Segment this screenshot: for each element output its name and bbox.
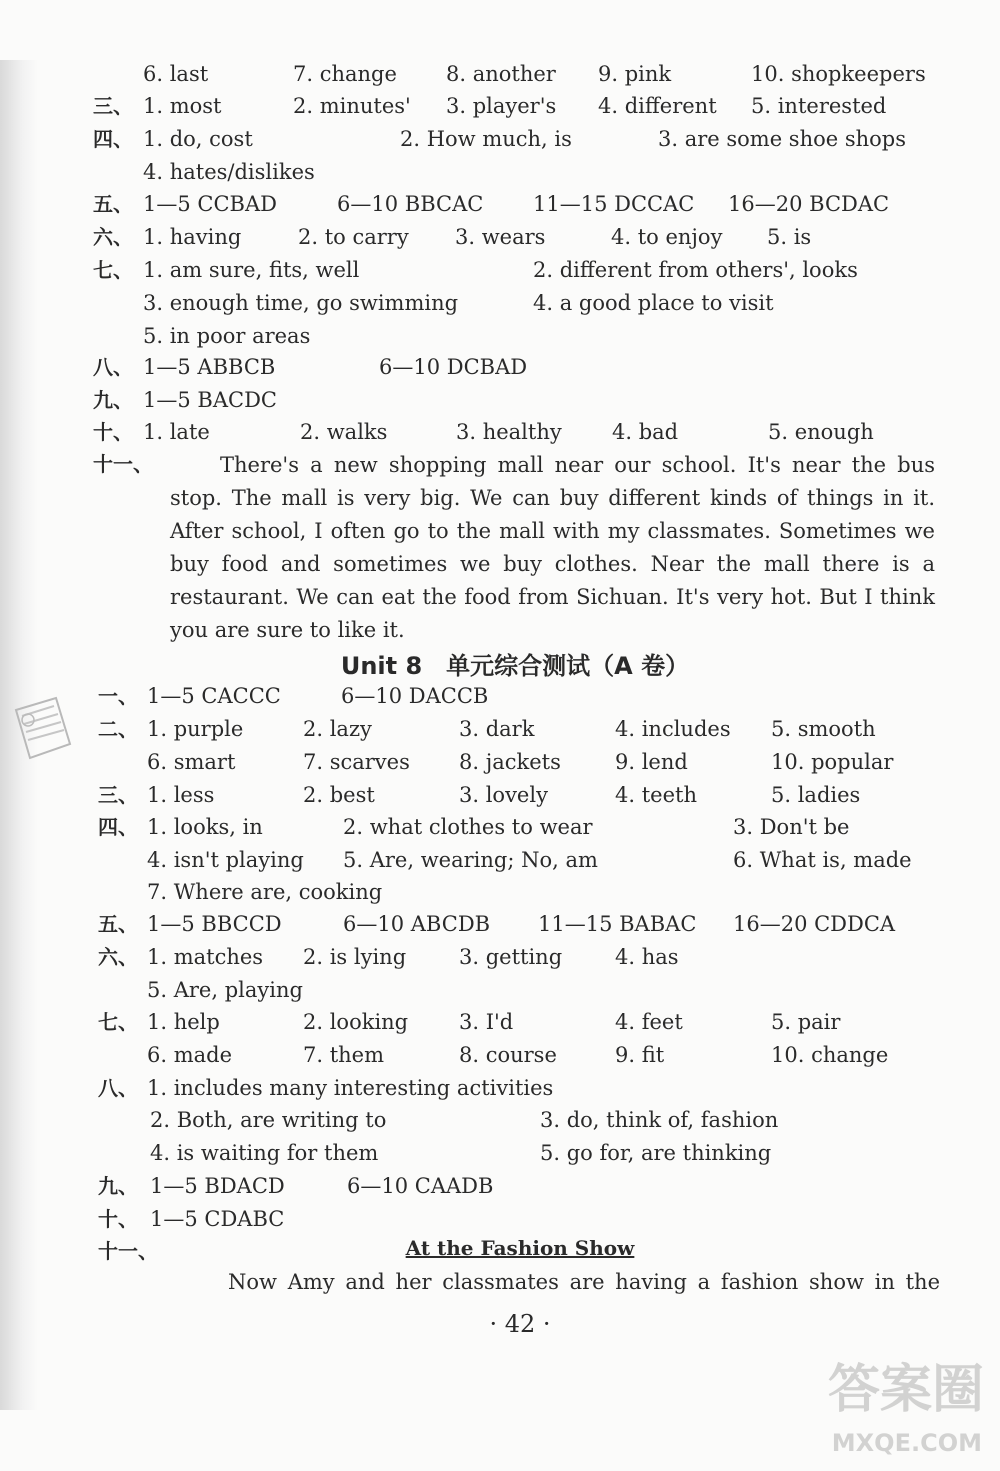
- answer-item: 1—5 BACDC: [143, 388, 277, 412]
- section-number: 四、: [93, 127, 133, 151]
- answer-item: 5. go for, are thinking: [540, 1141, 772, 1165]
- answer-item: 5. smooth: [771, 717, 876, 741]
- answer-item: 1. matches: [147, 945, 264, 969]
- section-number: 八、: [98, 1076, 138, 1100]
- answer-line: [0, 1171, 1000, 1201]
- answer-item: 8. jackets: [459, 750, 561, 774]
- answer-line: [0, 222, 1000, 252]
- answer-item: 3. getting: [459, 945, 563, 969]
- answer-item: 1—5 ABBCB: [143, 355, 276, 379]
- answer-item: 9. fit: [615, 1043, 665, 1067]
- answer-line: [0, 1007, 1000, 1037]
- answer-line: [0, 975, 1000, 1005]
- section-number: 二、: [98, 717, 138, 741]
- answer-item: 5. ladies: [771, 783, 861, 807]
- answer-line: [0, 1105, 1000, 1135]
- site-watermark: [794, 1347, 984, 1457]
- answer-item: 4. includes: [615, 717, 731, 741]
- answer-item: 1. most: [143, 94, 222, 118]
- answer-item: 4. is waiting for them: [150, 1141, 379, 1165]
- answer-item: 7. Where are, cooking: [147, 880, 383, 904]
- section-number: 六、: [98, 945, 138, 969]
- answer-item: 1. includes many interesting activities: [147, 1076, 554, 1100]
- answer-item: 11—15 DCCAC: [533, 192, 695, 216]
- essay-paragraph-2: Now Amy and her classmates are having a fashion show in the: [228, 1270, 940, 1294]
- answer-item: 5. in poor areas: [143, 324, 311, 348]
- answer-item: 9. pink: [598, 62, 672, 86]
- answer-item: 3. wears: [455, 225, 546, 249]
- answer-line: [0, 255, 1000, 285]
- answer-line: [0, 385, 1000, 415]
- answer-line: [0, 1204, 1000, 1234]
- answer-item: 2. best: [303, 783, 375, 807]
- answer-item: 16—20 CDDCA: [733, 912, 896, 936]
- answer-item: 6. last: [143, 62, 209, 86]
- answer-item: 3. do, think of, fashion: [540, 1108, 779, 1132]
- answer-item: 2. walks: [300, 420, 388, 444]
- answer-item: 1—5 BDACD: [150, 1174, 285, 1198]
- answer-item: 6. What is, made: [733, 848, 912, 872]
- answer-item: 6—10 CAADB: [347, 1174, 494, 1198]
- answer-item: 9. lend: [615, 750, 688, 774]
- book-stamp-icon: [8, 690, 78, 770]
- answer-item: 5. interested: [751, 94, 887, 118]
- answer-item: 5. Are, playing: [147, 978, 303, 1002]
- answer-item: 1—5 CCBAD: [143, 192, 277, 216]
- answer-item: 8. course: [459, 1043, 557, 1067]
- answer-item: 1. am sure, fits, well: [143, 258, 360, 282]
- answer-item: 5. is: [767, 225, 812, 249]
- answer-item: 1—5 CACCC: [147, 684, 281, 708]
- answer-item: 3. are some shoe shops: [658, 127, 907, 151]
- section-number: 五、: [93, 192, 133, 216]
- section-number: 九、: [98, 1174, 138, 1198]
- answer-item: 4. hates/dislikes: [143, 160, 315, 184]
- answer-line: [0, 780, 1000, 810]
- section-number: 七、: [93, 258, 133, 282]
- section-number: 八、: [93, 355, 133, 379]
- watermark-logo-text: 答案圈: [827, 1360, 984, 1420]
- answer-item: 10. change: [771, 1043, 889, 1067]
- answer-item: 2. lazy: [303, 717, 372, 741]
- answer-item: 2. minutes': [293, 94, 411, 118]
- answer-line: [0, 845, 1000, 875]
- answer-item: 11—15 BABAC: [538, 912, 697, 936]
- answer-item: 4. has: [615, 945, 679, 969]
- section-number: 五、: [98, 912, 138, 936]
- answer-item: 3. healthy: [456, 420, 562, 444]
- answer-item: 4. isn't playing: [147, 848, 304, 872]
- answer-item: 3. Don't be: [733, 815, 850, 839]
- section-number: 十、: [98, 1207, 138, 1231]
- essay-paragraph-1: [170, 449, 935, 647]
- section-number: 一、: [98, 684, 138, 708]
- answer-item: 1. late: [143, 420, 210, 444]
- answer-item: 4. to enjoy: [611, 225, 723, 249]
- answer-line: [0, 1138, 1000, 1168]
- answer-item: 2. Both, are writing to: [150, 1108, 387, 1132]
- answer-item: 1. looks, in: [147, 815, 263, 839]
- answer-item: 4. different: [598, 94, 717, 118]
- answer-line: [0, 124, 1000, 154]
- section-number: 十一、: [98, 1239, 158, 1263]
- answer-item: 6—10 ABCDB: [343, 912, 491, 936]
- section-number: 九、: [93, 388, 133, 412]
- answer-item: 1. purple: [147, 717, 244, 741]
- answer-item: 2. different from others', looks: [533, 258, 858, 282]
- answer-item: 4. feet: [615, 1010, 683, 1034]
- answer-item: 7. scarves: [303, 750, 410, 774]
- answer-line: [0, 288, 1000, 318]
- essay-title: [0, 1236, 1000, 1260]
- answer-line: [0, 681, 1000, 711]
- answer-item: 3. enough time, go swimming: [143, 291, 459, 315]
- answer-item: 1. do, cost: [143, 127, 253, 151]
- answer-item: 1. less: [147, 783, 215, 807]
- section-number: 三、: [98, 783, 138, 807]
- answer-line: [0, 352, 1000, 382]
- answer-item: 3. I'd: [459, 1010, 514, 1034]
- section-number: 十、: [93, 420, 133, 444]
- answer-line: [0, 321, 1000, 351]
- answer-item: 1—5 CDABC: [150, 1207, 285, 1231]
- section-number: 四、: [98, 815, 138, 839]
- essay-1-text: There's a new shopping mall near our school. It's near the bus stop. The mall is very big. We can buy different kinds of things in it. After school, I often go to the mall with my classmates. Sometimes we buy food and sometimes we buy clothes. Near the mall there is a restaurant. We can eat the food from Sichuan. It's very hot. But I think you are sure to like it.: [170, 453, 935, 642]
- answer-line: [0, 189, 1000, 219]
- answer-line: [0, 747, 1000, 777]
- answer-item: 6—10 BBCAC: [337, 192, 484, 216]
- answer-line: [0, 812, 1000, 842]
- answer-item: 10. popular: [771, 750, 894, 774]
- essay-title-text: At the Fashion Show: [405, 1236, 635, 1260]
- section-number: 十一、: [93, 452, 153, 476]
- watermark-url: MXQE.COM: [831, 1429, 982, 1457]
- answer-item: 16—20 BCDAC: [728, 192, 890, 216]
- answer-item: 4. a good place to visit: [533, 291, 774, 315]
- answer-item: 5. Are, wearing; No, am: [343, 848, 598, 872]
- answer-item: 4. bad: [612, 420, 679, 444]
- answer-item: 2. to carry: [298, 225, 409, 249]
- answer-line: [0, 714, 1000, 744]
- answer-item: 10. shopkeepers: [751, 62, 926, 86]
- section-number: 七、: [98, 1010, 138, 1034]
- answer-line: [0, 877, 1000, 907]
- section-number: 三、: [93, 94, 133, 118]
- answer-item: 1. having: [143, 225, 242, 249]
- answer-item: 1. help: [147, 1010, 220, 1034]
- answer-line: [0, 157, 1000, 187]
- answer-line: [0, 1040, 1000, 1070]
- answer-item: 4. teeth: [615, 783, 697, 807]
- answer-item: 7. them: [303, 1043, 385, 1067]
- answer-item: 5. enough: [768, 420, 874, 444]
- answer-item: 6. smart: [147, 750, 236, 774]
- answer-item: 6—10 DCBAD: [379, 355, 528, 379]
- answer-line: [0, 91, 1000, 121]
- answer-item: 6. made: [147, 1043, 233, 1067]
- answer-item: 2. what clothes to wear: [343, 815, 593, 839]
- answer-item: 6—10 DACCB: [341, 684, 489, 708]
- section-number: 六、: [93, 225, 133, 249]
- page-number: · 42 ·: [489, 1310, 551, 1338]
- answer-item: 2. How much, is: [400, 127, 572, 151]
- unit-heading: Unit 8 单元综合测试（A 卷）: [340, 652, 690, 680]
- answer-line: [0, 1073, 1000, 1103]
- answer-item: 7. change: [293, 62, 397, 86]
- answer-line: [0, 59, 1000, 89]
- answer-item: 3. player's: [446, 94, 557, 118]
- answer-item: 2. looking: [303, 1010, 409, 1034]
- answer-line: [0, 909, 1000, 939]
- answer-item: 1—5 BBCCD: [147, 912, 282, 936]
- answer-line: [0, 942, 1000, 972]
- answer-item: 8. another: [446, 62, 556, 86]
- answer-item: 3. dark: [459, 717, 535, 741]
- answer-line: [0, 417, 1000, 447]
- answer-item: 2. is lying: [303, 945, 407, 969]
- answer-item: 3. lovely: [459, 783, 548, 807]
- answer-item: 5. pair: [771, 1010, 841, 1034]
